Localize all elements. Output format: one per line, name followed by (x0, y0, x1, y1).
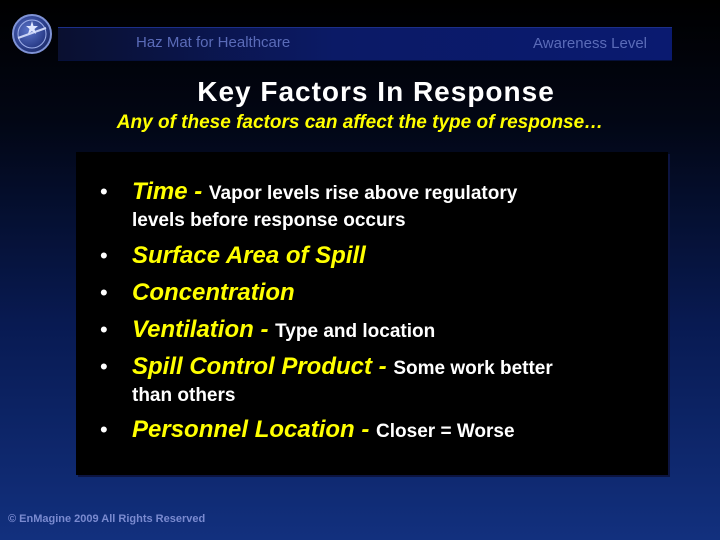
factor-key: Personnel Location - (132, 416, 377, 443)
bullet-marker: • (100, 179, 108, 204)
list-item-surface-area (132, 242, 366, 270)
factor-desc: Closer = Worse (376, 421, 515, 442)
list-item-spill-control (132, 353, 553, 381)
bullet-marker: • (100, 317, 108, 342)
factor-desc-continued: levels before response occurs (132, 210, 406, 231)
footer-copyright: © EnMagine 2009 All Rights Reserved (8, 513, 206, 525)
factor-key: Surface Area of Spill (132, 242, 366, 269)
list-item-concentration (132, 279, 295, 307)
bullet-list-panel (76, 152, 668, 475)
factor-desc: Type and location (275, 321, 436, 342)
factor-key: Ventilation - (132, 316, 276, 343)
list-item-personnel-location (132, 416, 515, 444)
slide-subtitle: Any of these factors can affect the type of response… (116, 112, 604, 133)
header-course-title: Haz Mat for Healthcare (136, 34, 291, 51)
bullet-marker: • (100, 243, 108, 268)
list-item-time (132, 178, 517, 206)
header-bar (58, 27, 672, 61)
slide-title: Key Factors In Response (197, 76, 555, 107)
header-level-label: Awareness Level (533, 35, 647, 52)
factor-key: Spill Control Product - (132, 353, 394, 380)
hazmat-logo-icon (12, 14, 52, 54)
factor-desc-continued: than others (132, 385, 236, 406)
factor-key: Time - (132, 178, 209, 205)
factor-desc: Some work better (393, 358, 553, 379)
list-item-ventilation (132, 316, 435, 344)
factor-desc: Vapor levels rise above regulatory (208, 183, 518, 204)
bullet-marker: • (100, 417, 108, 442)
bullet-marker: • (100, 280, 108, 305)
factor-key: Concentration (132, 279, 295, 306)
bullet-marker: • (100, 354, 108, 379)
